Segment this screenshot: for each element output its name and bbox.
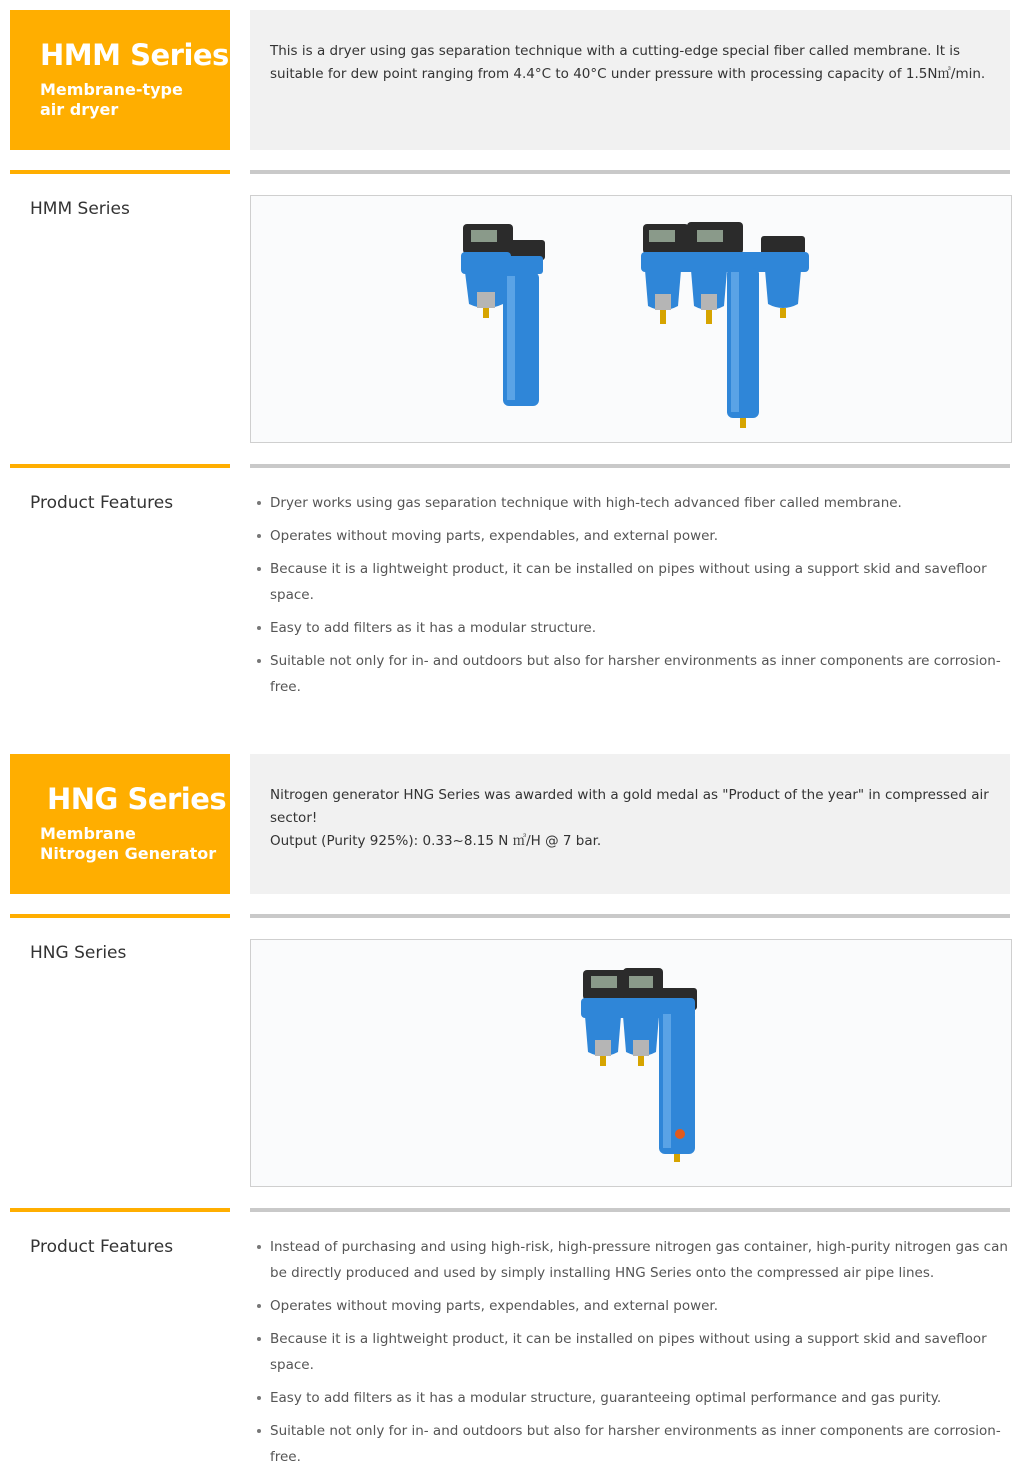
hng-features-divider-accent <box>10 1208 230 1212</box>
hng-image-label: HNG Series <box>30 943 127 963</box>
hng-subtitle-line1: Membrane <box>40 824 136 843</box>
hng-product-illustration <box>251 940 1011 1186</box>
hmm-image-label: HMM Series <box>30 199 130 219</box>
hmm-description: This is a dryer using gas separation technique with a cutting-edge special fiber called membrane. It is suitable for dew point ranging from 4.4°C to 40°C under pressure with processing capacity of 1.5N㎥/min. <box>250 10 1010 150</box>
hng-title-box <box>10 754 230 894</box>
hmm-subtitle <box>40 80 230 120</box>
hng-unit <box>581 968 697 1162</box>
hmm-title-box <box>10 10 230 150</box>
hmm-unit-multi <box>641 222 809 428</box>
hng-image-divider <box>250 914 1010 918</box>
list-item: Easy to add filters as it has a modular structure, guaranteeing optimal performance and gas purity. <box>252 1385 1012 1411</box>
hng-features-label: Product Features <box>30 1237 174 1257</box>
hmm-features-divider-accent <box>10 464 230 468</box>
list-item: Instead of purchasing and using high-risk, high-pressure nitrogen gas container, high-purity nitrogen gas can be directly produced and used by simply installing HNG Series onto the compressed air pipe lines. <box>252 1234 1012 1286</box>
hng-description <box>250 754 1010 894</box>
list-item: Operates without moving parts, expendables, and external power. <box>252 1293 1012 1319</box>
hng-features-list <box>252 1234 1012 1477</box>
hmm-subtitle-line1: Membrane-type <box>40 80 183 99</box>
list-item: Suitable not only for in- and outdoors but also for harsher environments as inner components are corrosion-free. <box>252 648 1012 700</box>
hmm-title: HMM Series <box>40 38 229 72</box>
list-item: Suitable not only for in- and outdoors but also for harsher environments as inner components are corrosion-free. <box>252 1418 1012 1470</box>
hng-subtitle-line2: Nitrogen Generator <box>40 844 217 863</box>
hng-product-image <box>250 939 1012 1187</box>
hng-features-divider <box>250 1208 1010 1212</box>
hmm-image-divider <box>250 170 1010 174</box>
list-item: Because it is a lightweight product, it can be installed on pipes without using a support skid and savefloor space. <box>252 1326 1012 1378</box>
hng-image-divider-accent <box>10 914 230 918</box>
hmm-features-divider <box>250 464 1010 468</box>
hmm-product-illustration <box>251 196 1011 442</box>
list-item: Because it is a lightweight product, it can be installed on pipes without using a support skid and savefloor space. <box>252 556 1012 608</box>
hng-description-line2: Output (Purity 925%): 0.33~8.15 N ㎥/H @ 7 bar. <box>270 833 602 849</box>
hmm-product-image <box>250 195 1012 443</box>
hmm-features-list <box>252 490 1012 707</box>
hng-title: HNG Series <box>47 782 227 816</box>
hmm-subtitle-line2: air dryer <box>40 100 119 119</box>
list-item: Easy to add filters as it has a modular structure. <box>252 615 1012 641</box>
hng-subtitle <box>40 824 230 864</box>
list-item: Operates without moving parts, expendables, and external power. <box>252 523 1012 549</box>
hng-description-line1: Nitrogen generator HNG Series was awarded with a gold medal as "Product of the year" in compressed air sector! <box>270 787 989 826</box>
list-item: Dryer works using gas separation technique with high-tech advanced fiber called membrane. <box>252 490 1012 516</box>
hmm-unit-single <box>461 224 545 406</box>
hmm-image-divider-accent <box>10 170 230 174</box>
hmm-features-label: Product Features <box>30 493 174 513</box>
